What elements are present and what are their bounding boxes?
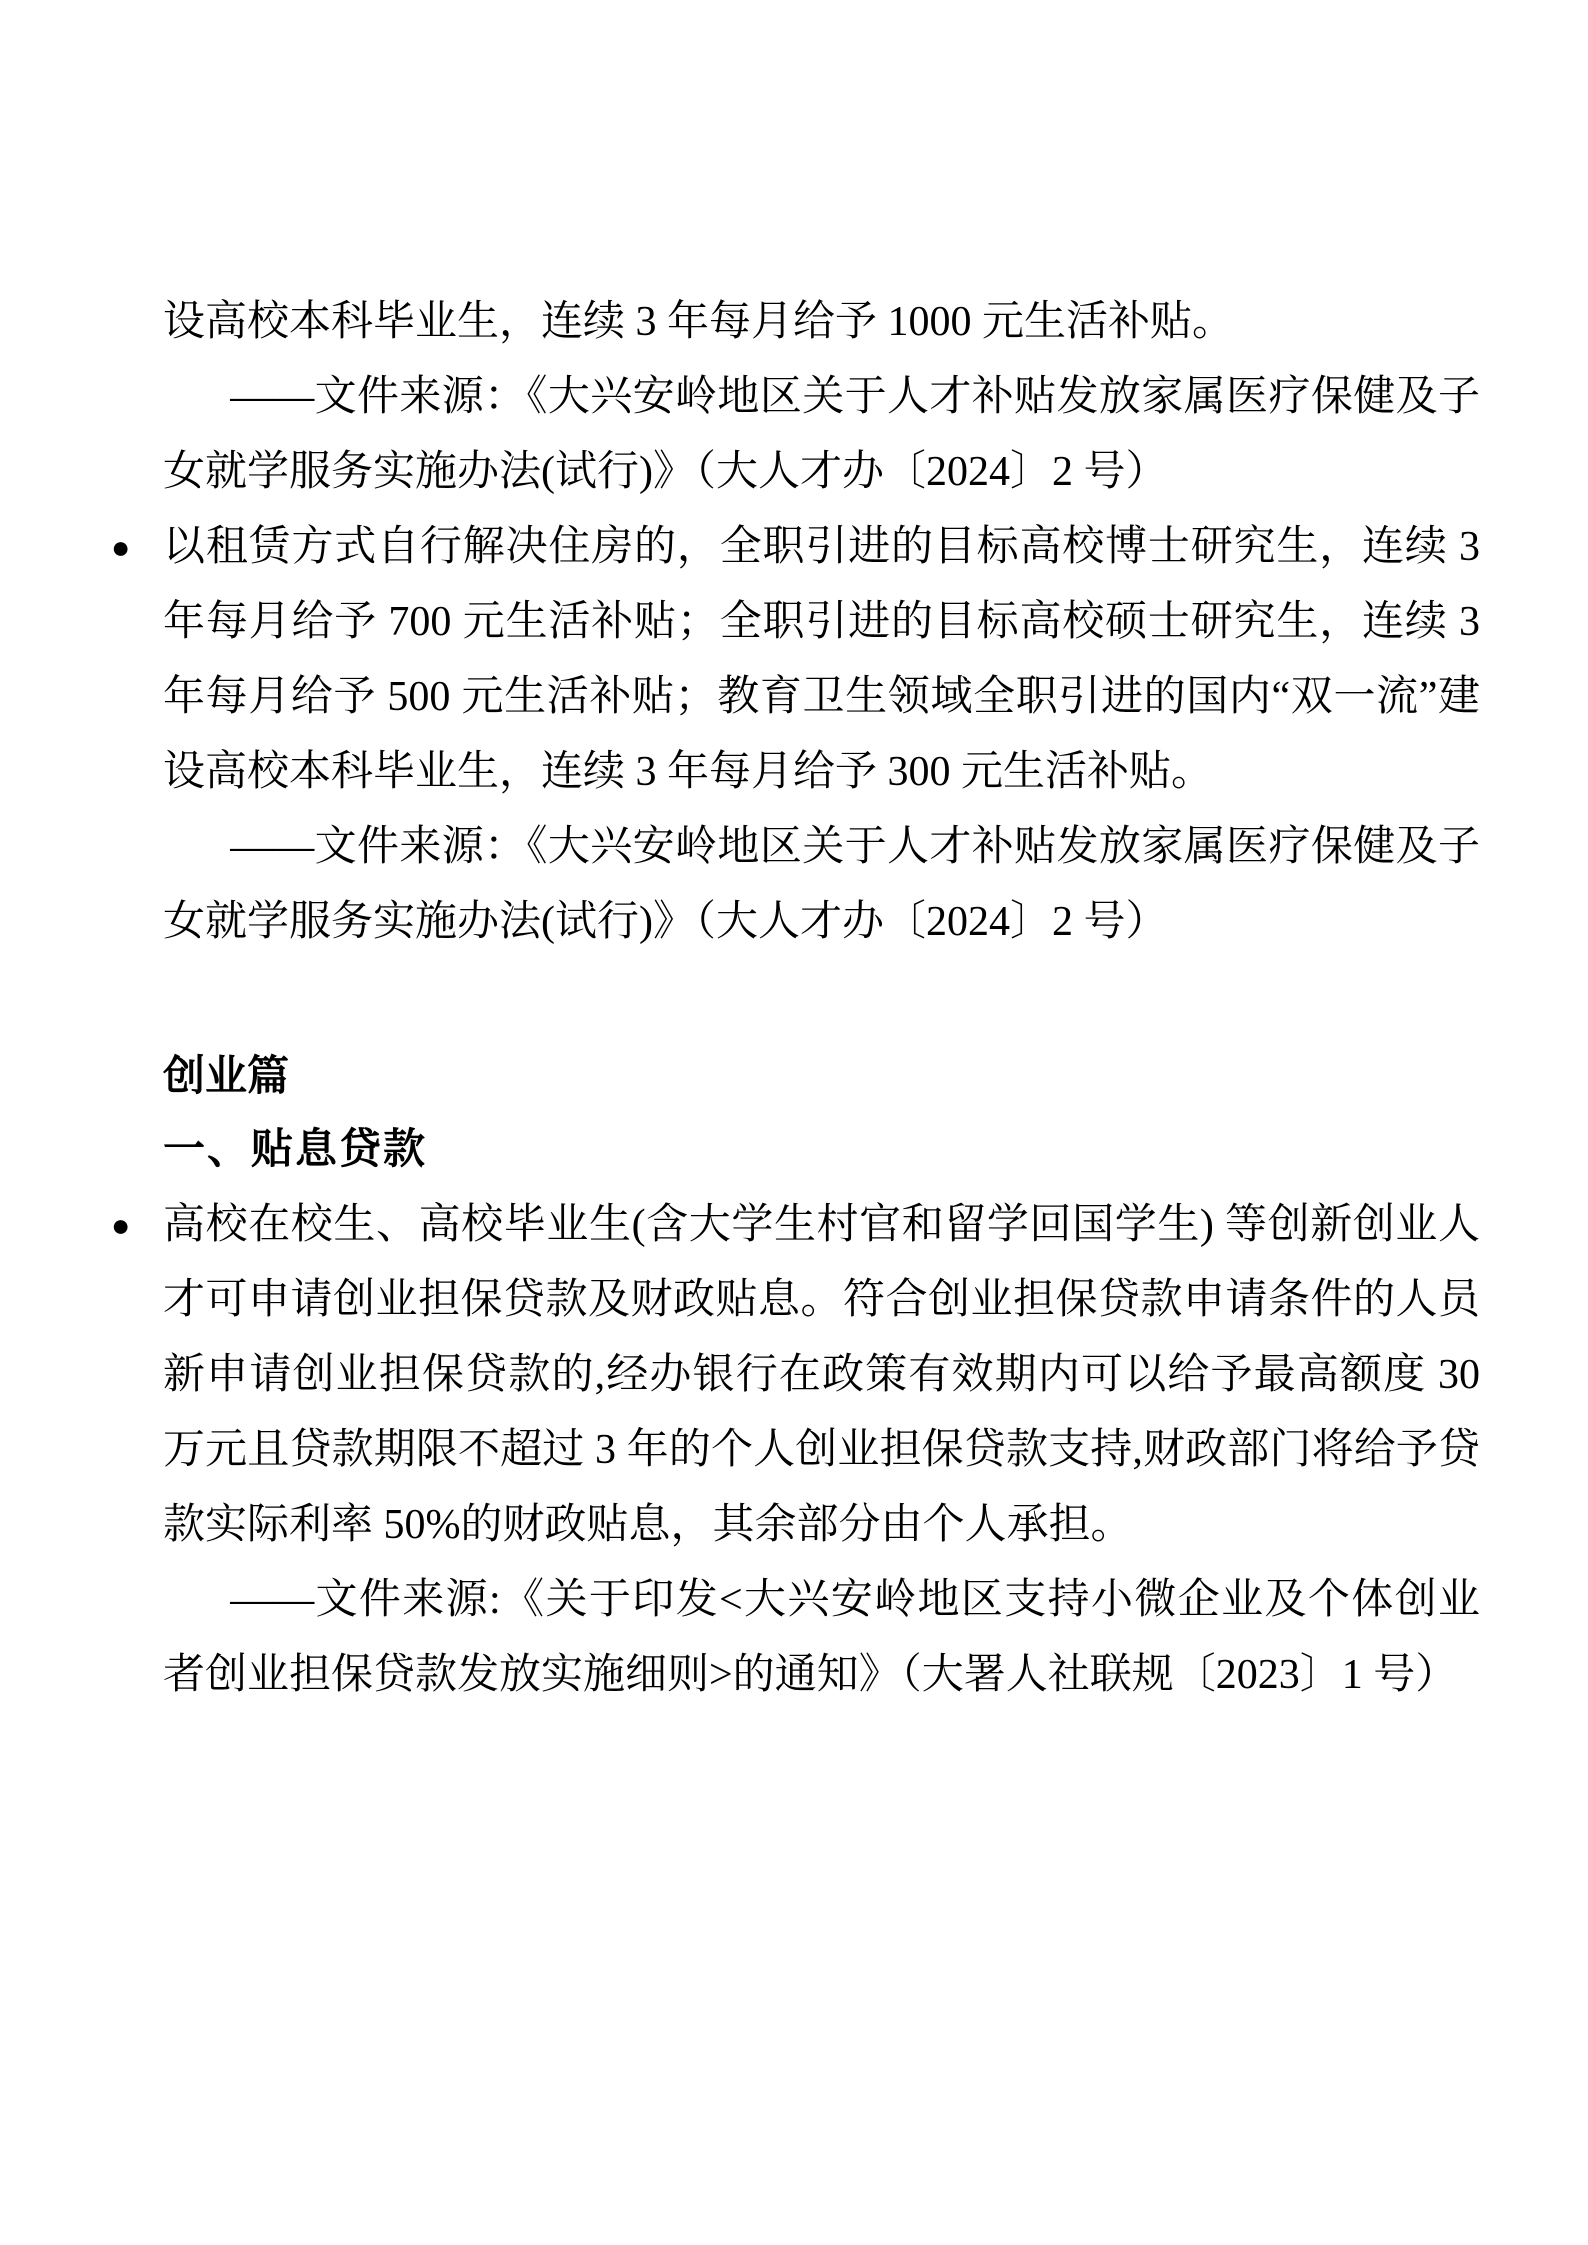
section-heading-entrepreneurship: 创业篇 (163, 1052, 290, 1099)
sub-heading-discount-loans: 一、贴息贷款 (163, 1127, 428, 1173)
bullet-icon: ● (111, 1207, 131, 1243)
paragraph-intro-continuation: 设高校本科毕业生，连续 3 年每月给予 1000 元生活补贴。 (163, 299, 1235, 345)
paragraph-source-citation-3: ——文件来源:《关于印发<大兴安岭地区支持小微企业及个体创业者创业担保贷款发放实施细则>的通知》（大署人社联规〔2023〕1 号） (163, 1577, 1480, 1698)
bullet-text-rent-subsidy: 以租赁方式自行解决住房的，全职引进的目标高校博士研究生，连续 3 年每月给予 700 元生活补贴；全职引进的目标高校硕士研究生，连续 3 年每月给予 500 元生活补贴；教育卫生领域全职引进的国内“双一流”建设高校本科毕业生，连续 3 年每月给予 300 元生活补贴。 (163, 524, 1480, 795)
bullet-text-startup-loan: 高校在校生、高校毕业生(含大学生村官和留学回国学生) 等创新创业人才可申请创业担保贷款及财政贴息。符合创业担保贷款申请条件的人员新申请创业担保贷款的,经办银行在政策有效期内可以给予最高额度 30 万元且贷款期限不超过 3 年的个人创业担保贷款支持,财政部门将给予贷款实际利率 50%的财政贴息，其余部分由个人承担。 (163, 1202, 1480, 1548)
bullet-item-startup-loan (111, 1188, 1480, 1563)
paragraph-source-citation-2: ——文件来源：《大兴安岭地区关于人才补贴发放家属医疗保健及子女就学服务实施办法(试行)》（大人才办〔2024〕2 号） (163, 824, 1480, 945)
bullet-icon: ● (111, 529, 131, 565)
paragraph-source-citation-1: ——文件来源：《大兴安岭地区关于人才补贴发放家属医疗保健及子女就学服务实施办法(试行)》（大人才办〔2024〕2 号） (163, 374, 1480, 495)
bullet-item-rent-subsidy (111, 510, 1480, 810)
